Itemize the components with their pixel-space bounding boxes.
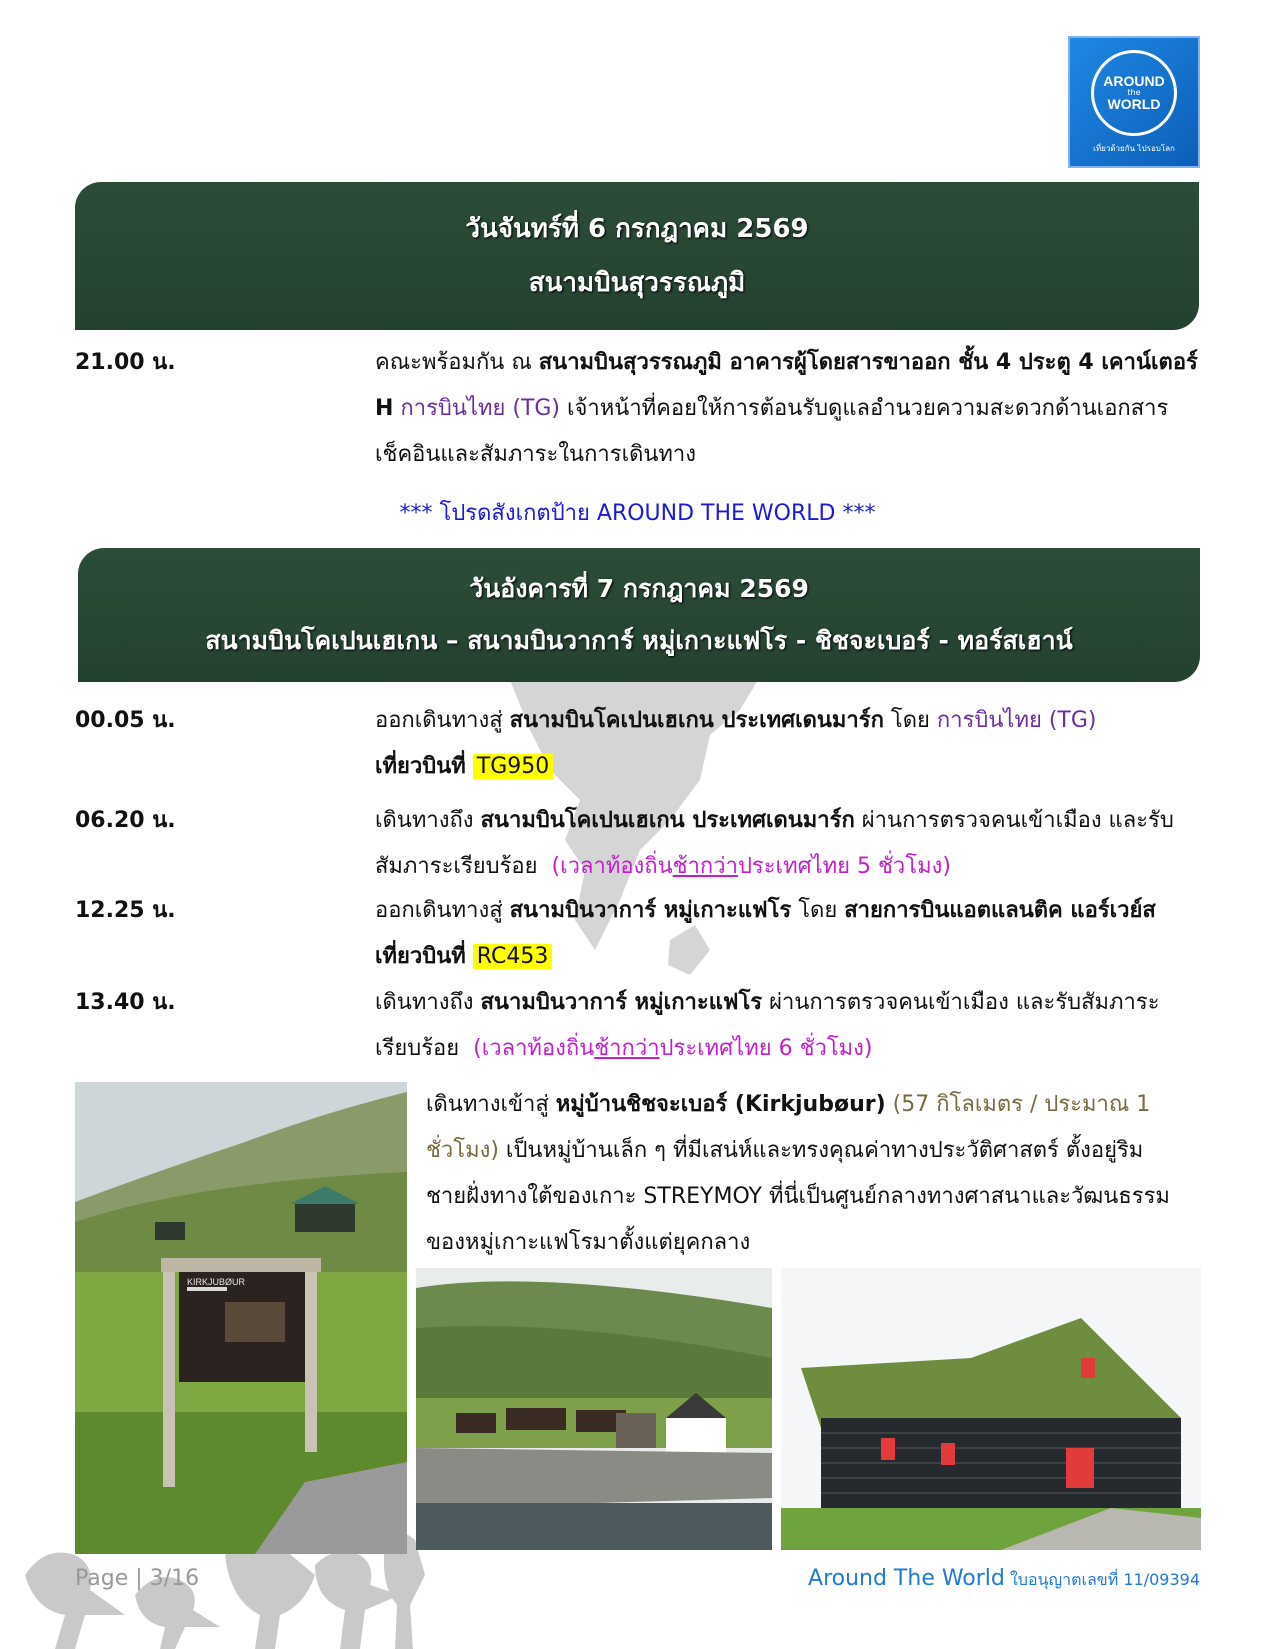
desc-text: โดย	[883, 708, 937, 733]
day2-header	[78, 548, 1200, 682]
note-part: (เวลาท้องถิ่น	[551, 854, 673, 879]
kirkjubour-church-photo	[416, 1268, 772, 1550]
desc-text: เดินทางถึง	[375, 990, 481, 1015]
itinerary-description	[375, 340, 1200, 478]
logo-word-world: WORLD	[1107, 95, 1161, 112]
note-part: ประเทศไทย 5 ชั่วโมง)	[737, 854, 951, 879]
day2-date: วันอังคารที่ 7 กรกฎาคม 2569	[469, 574, 809, 603]
note-part: ประเทศไทย 6 ชั่วโมง)	[659, 1036, 873, 1061]
logo-word-around: AROUND	[1103, 72, 1165, 89]
note-part: (เวลาท้องถิ่น	[473, 1036, 595, 1061]
time-label: 00.05 น.	[75, 708, 176, 733]
logo-globe	[1091, 50, 1177, 136]
itinerary-description	[375, 888, 1200, 980]
license-info	[808, 1566, 1200, 1593]
desc-bold: สนามบินวาการ์ หมู่เกาะแฟโร	[509, 898, 792, 923]
time-label: 13.40 น.	[75, 990, 176, 1015]
desc-text: คณะพร้อมกัน ณ	[375, 350, 539, 375]
license-label: ใบอนุญาตเลขที่	[1004, 1570, 1124, 1589]
logo-tagline: เที่ยวด้วยกัน ไปรอบโลก	[1093, 143, 1175, 153]
airline-name: การบินไทย (TG)	[400, 396, 561, 421]
around-the-world-logo	[1068, 36, 1200, 168]
desc-text: เดินทางเข้าสู่	[426, 1092, 556, 1117]
signboard-notice: *** โปรดสังเกตป้าย AROUND THE WORLD ***	[399, 501, 876, 526]
itinerary-description	[375, 980, 1200, 1072]
desc-text: เจ้าหน้าที่คอยให้การต้อนรับดูแลอำนวยความสะดวกด้านเอกสารเช็คอินและสัมภาระในการเดินทาง	[375, 396, 1169, 467]
flight-number: TG950	[473, 754, 553, 779]
kirkjubour-signboard-photo	[75, 1082, 407, 1554]
timezone-note	[552, 854, 951, 879]
airline-name: การบินไทย (TG)	[936, 708, 1097, 733]
page-number: Page | 3/16	[75, 1566, 200, 1591]
desc-text: โดย	[791, 898, 845, 923]
time-label: 06.20 น.	[75, 808, 176, 833]
time-label: 12.25 น.	[75, 898, 176, 923]
flight-number: RC453	[473, 944, 553, 969]
note-part: ช้ากว่า	[594, 1036, 660, 1061]
day1-route: สนามบินสุวรรณภูมิ	[528, 268, 746, 298]
desc-bold: สนามบินวาการ์ หมู่เกาะแฟโร	[480, 990, 763, 1015]
itinerary-description	[375, 798, 1200, 890]
desc-text: ออกเดินทางสู่	[375, 898, 510, 923]
desc-text: ผ่านการตรวจคนเข้าเมือง และรับสัมภาระเรียบร้อย	[375, 808, 1174, 879]
turf-roof-house-photo	[781, 1268, 1201, 1550]
desc-text: ออกเดินทางสู่	[375, 708, 510, 733]
distance-note: (57 กิโลเมตร / ประมาณ 1 ชั่วโมง)	[426, 1092, 1151, 1163]
signboard-label: KIRKJUBØUR	[187, 1277, 246, 1287]
day1-header	[75, 182, 1199, 330]
desc-bold: สนามบินโคเปนเฮเกน ประเทศเดนมาร์ก	[480, 808, 855, 833]
desc-text: เดินทางถึง	[375, 808, 481, 833]
kirkjubour-description	[426, 1082, 1201, 1266]
license-number: 11/09394	[1123, 1570, 1200, 1589]
note-part: ช้ากว่า	[672, 854, 738, 879]
desc-bold: เที่ยวบินที่	[375, 754, 466, 779]
footer-brand: Around The World	[808, 1566, 1005, 1591]
itinerary-description	[375, 698, 1200, 790]
village-name: หมู่บ้านชิชจะเบอร์ (Kirkjubøur)	[555, 1092, 886, 1117]
day1-date: วันจันทร์ที่ 6 กรกฎาคม 2569	[465, 214, 809, 244]
desc-bold: สายการบินแอตแลนติค แอร์เวย์ส เที่ยวบินที่	[375, 898, 1156, 969]
desc-bold: สนามบินโคเปนเฮเกน ประเทศเดนมาร์ก	[509, 708, 884, 733]
desc-text: ผ่านการตรวจคนเข้าเมือง และรับสัมภาระเรียบร้อย	[375, 990, 1160, 1061]
logo-word-the: the	[1127, 87, 1141, 97]
timezone-note	[473, 1036, 872, 1061]
day2-route: สนามบินโคเปนเฮเกน – สนามบินวาการ์ หมู่เกาะแฟโร - ชิชจะเบอร์ - ทอร์สเฮาน์	[205, 626, 1073, 655]
time-label: 21.00 น.	[75, 350, 176, 375]
desc-bold: สนามบินสุวรรณภูมิ อาคารผู้โดยสารขาออก ชั้น 4 ประตู 4 เคาน์เตอร์ H	[375, 350, 1198, 421]
desc-text: เป็นหมู่บ้านเล็ก ๆ ที่มีเสน่ห์และทรงคุณค่าทางประวัติศาสตร์ ตั้งอยู่ริมชายฝั่งทางใต้ของเกาะ STREYMOY ที่นี่เป็นศูนย์กลางทางศาสนาและวัฒนธรรมของหมู่เกาะแฟโรมาตั้งแต่ยุคกลาง	[426, 1138, 1170, 1255]
